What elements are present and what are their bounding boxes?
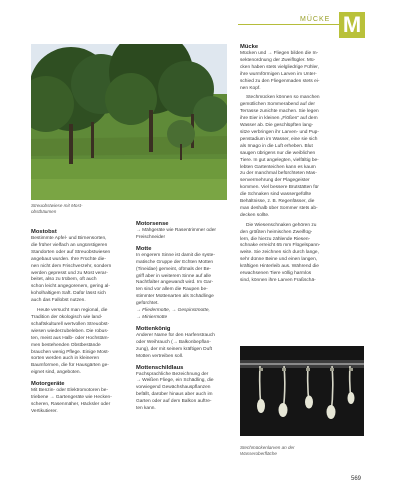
column-left: [31, 228, 131, 419]
orchard-photo-caption: Streuobstwiese mit Most- obstbäumen: [31, 203, 83, 214]
mosquito-larvae-photo: [240, 346, 364, 436]
entry-text-mostobst-2: Heute versucht man regional, die Tradition der ökologisch wie land- schaftskulturell wertvollen Streuobst- wiesen wiederzubeleben. Die robus- ten, meist aus Halb- oder Hochstäm- men bestehenden Obstbestände brauchen wenig Pflege. Einige Most- sorten werden auch in kleineren Baumformen, die für Hausgärten ge- eignet sind, angeboten.: [31, 308, 110, 376]
entry-text-motte: In engerem Sinne ist damit die syste- matische Gruppe der Echten Motten (Tineidae) gemeint, oftmals der Be- griff aber in weiterem Sinne auf alle Nachtfalter angewandt wird. Im Gar- ten sind vor allem die Raupen be- stimmter Mottenarten als Schädlinge gefürchtet. → Fliedermotte, → Gespinstmotte, → Miniermotte: [136, 252, 215, 320]
entry-text-motorsense: → Mähgeräte wie Rasentrimmer oder Freischneider: [136, 228, 216, 240]
entry-title-motorgeraete: Motorgeräte: [31, 381, 65, 388]
alphabet-letter-tab: M: [339, 12, 365, 38]
entry-text-mottenschildlaus: Fachsprachliche Bezeichnung der → Weißen Fliege, ein Schädling, die vorwiegend Gewächshauspflanzen befällt, darüber hinaus aber auch im Garten oder auf dem Balkon auftre- ten kann.: [136, 371, 214, 412]
column-right: [240, 43, 366, 288]
orchard-photo: [31, 44, 227, 200]
entry-title-motorsense: Motorsense: [136, 221, 169, 227]
entry-title-muecke: Mücke: [240, 44, 259, 50]
entry-title-mottenkoenig: Mottenkönig: [136, 325, 171, 332]
section-header: MÜCKE: [300, 16, 331, 23]
entry-title-mostobst: Mostobst: [31, 229, 57, 235]
page-number: 569: [351, 476, 362, 482]
entry-text-mottenkoenig: Anderer Name für den Harfenstrauch oder Weihrauch (→ Balkonbepflan- zung), der mit seinem kräftigen Duft Motten vertreiben soll.: [136, 332, 215, 359]
entry-text-motorgeraete: Mit Benzin- oder Elektromotoren be- triebene → Gartengeräte wie Hecken- scheren, Rasenmäher, Häcksler oder Vertikutierer.: [31, 388, 112, 414]
entry-text-muecke: Mücken und → Fliegen bilden die In- sektenordnung der Zweiflügler. Mü- cken haben stets vielgliedrige Fühler, ihre wurmförmigen Larven im Unter- schied zu den Fliegenmaden stets ei- nen Kopf.: [240, 51, 320, 91]
column-middle: [136, 220, 232, 416]
entry-title-motte: Motte: [136, 245, 152, 252]
entry-title-mottenschildlaus: Mottenschildlaus: [136, 364, 184, 371]
entry-text-muecke-3: Die Wiesenschnaken gehören zu den größten heimischen Zweiflüg- lern, die hierzu zählende Riesen- schnake erreicht 65 mm Flügelspann- weite. Sie zeichnen sich durch lange, sehr dünne Beine und einen langen, kräftigen Hinterleib aus. Während die erwachsenen Tiere völlig harmlos sind, können ihre Larven Fraßschä-: [240, 222, 321, 283]
mosquito-photo-caption: Stechmückenlarven an der Wasseroberfläche: [240, 445, 295, 456]
entry-text-muecke-2: Stechmücken können so manchen gemütlichen Sommerabend auf der Terrasse zunichte machen. Sie legen ihre Eier in kleinen „Flößen“ auf dem Wasser ab. Die geschlüpften lang- sitze verbringen ihr Larven- und Pup- penstadium im Wasser, eine sie sich als Imago in die Luft erheben. Blut saugen übrigens nur die weiblichen Tiere. In gut angelegten, vielfältig be- lebten Gartenteichen kann es kaum zu der manchmal befürchteten Mas- senvermehrung der Plagegeister kommen. Viel bessere Brutstätten für die Schnaken sind wassergefüllte Behältnisse, z. B. Regenfässer, die man deshalb über Sommer stets ab- decken sollte.: [240, 95, 320, 218]
entry-text-mostobst: Bestimmte Apfel- und Birnensorten, die früher vielfach an ungünstigeren Standorten oder auf Streuobstwiesen angebaut wurden. Ihre Früchte die- nen nicht dem Frischverzehr, sondern werden gepresst und zu Most verar- beitet, also zu trübem, oft auch schon leicht angegorenem, gering al- koholhaltigem Saft. Dafür lässt sich auch das Fallobst nutzen.: [31, 236, 112, 304]
